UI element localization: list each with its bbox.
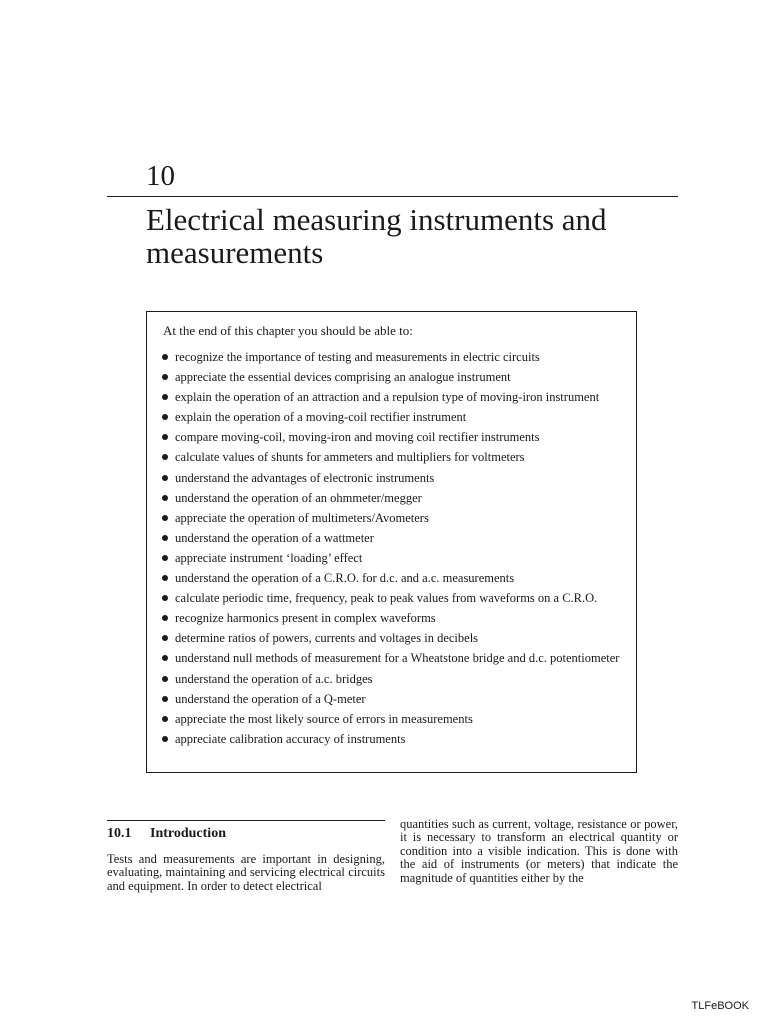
objective-text: understand the operation of a Q-meter <box>175 691 366 706</box>
objective-item <box>159 430 627 445</box>
section-rule <box>107 820 385 821</box>
objective-text: understand the advantages of electronic instruments <box>175 470 435 485</box>
chapter-title-line-1: Electrical measuring instruments and <box>146 202 607 237</box>
objective-item <box>159 471 627 486</box>
chapter-rule <box>107 196 678 197</box>
bullet-icon <box>162 515 168 521</box>
objective-text: calculate values of shunts for ammeters and multipliers for voltmeters <box>175 450 525 465</box>
objectives-intro: At the end of this chapter you should be able to: <box>163 323 413 338</box>
objective-text: understand the operation of an ohmmeter/megger <box>175 490 422 505</box>
objective-text: understand null methods of measurement for a Wheatstone bridge and d.c. potentiometer <box>175 651 620 666</box>
section-heading <box>107 825 385 842</box>
objective-item <box>159 410 627 425</box>
objective-item <box>159 370 627 385</box>
chapter-title <box>146 203 686 269</box>
bullet-icon <box>162 454 168 460</box>
bullet-icon <box>162 635 168 641</box>
footer-mark: TLFeBOOK <box>691 1000 749 1012</box>
section-body-left: Tests and measurements are important in designing, evaluating, maintaining and servicing electrical circuits and equipment. In order to detect electrical <box>107 852 385 893</box>
objective-text: appreciate the essential devices comprising an analogue instrument <box>175 370 511 385</box>
objective-item <box>159 551 627 566</box>
bullet-icon <box>162 555 168 561</box>
bullet-icon <box>162 595 168 601</box>
bullet-icon <box>162 354 168 360</box>
objective-text: understand the operation of a.c. bridges <box>175 671 373 686</box>
section-title: Introduction <box>150 826 226 841</box>
objective-item <box>159 611 627 626</box>
bullet-icon <box>162 535 168 541</box>
bullet-icon <box>162 495 168 501</box>
objectives-list <box>159 350 627 752</box>
bullet-icon <box>162 575 168 581</box>
objective-item <box>159 591 627 606</box>
objective-item <box>159 651 627 666</box>
objective-item <box>159 571 627 586</box>
objective-item <box>159 491 627 506</box>
bullet-icon <box>162 434 168 440</box>
objective-text: calculate periodic time, frequency, peak to peak values from waveforms on a C.R.O. <box>175 591 598 606</box>
objective-text: explain the operation of a moving-coil rectifier instrument <box>175 410 467 425</box>
objective-item <box>159 631 627 646</box>
section-number: 10.1 <box>107 826 132 841</box>
chapter-number: 10 <box>146 160 175 192</box>
objective-item <box>159 511 627 526</box>
bullet-icon <box>162 676 168 682</box>
right-column <box>400 818 678 885</box>
objective-item <box>159 732 627 747</box>
objective-item <box>159 531 627 546</box>
objective-item <box>159 712 627 727</box>
objective-text: explain the operation of an attraction and a repulsion type of moving-iron instrument <box>175 390 600 405</box>
objectives-box <box>146 311 637 773</box>
left-column <box>107 820 385 893</box>
bullet-icon <box>162 696 168 702</box>
objective-text: understand the operation of a C.R.O. for d.c. and a.c. measurements <box>175 571 515 586</box>
objective-text: understand the operation of a wattmeter <box>175 530 374 545</box>
objective-item <box>159 390 627 405</box>
objective-text: appreciate instrument ‘loading’ effect <box>175 550 363 565</box>
objective-text: determine ratios of powers, currents and voltages in decibels <box>175 631 479 646</box>
bullet-icon <box>162 716 168 722</box>
objective-item <box>159 672 627 687</box>
bullet-icon <box>162 394 168 400</box>
objective-text: appreciate the most likely source of errors in measurements <box>175 711 473 726</box>
bullet-icon <box>162 374 168 380</box>
objective-text: appreciate the operation of multimeters/Avometers <box>175 510 429 525</box>
objective-text: recognize the importance of testing and measurements in electric circuits <box>175 350 540 364</box>
objective-text: recognize harmonics present in complex waveforms <box>175 611 436 626</box>
objective-text: appreciate calibration accuracy of instruments <box>175 731 406 746</box>
objective-item <box>159 692 627 707</box>
objective-item <box>159 350 627 365</box>
bullet-icon <box>162 475 168 481</box>
bullet-icon <box>162 736 168 742</box>
objective-text: compare moving-coil, moving-iron and moving coil rectifier instruments <box>175 430 540 445</box>
chapter-title-line-2: measurements <box>146 235 324 270</box>
section-body-right: quantities such as current, voltage, resistance or power, it is necessary to transform an electrical quantity or condition into a visible indication. This is done with the aid of instruments (or meters) that indicate the magnitude of quantities either by the <box>400 817 678 885</box>
bullet-icon <box>162 615 168 621</box>
bullet-icon <box>162 414 168 420</box>
objective-item <box>159 450 627 465</box>
bullet-icon <box>162 655 168 661</box>
